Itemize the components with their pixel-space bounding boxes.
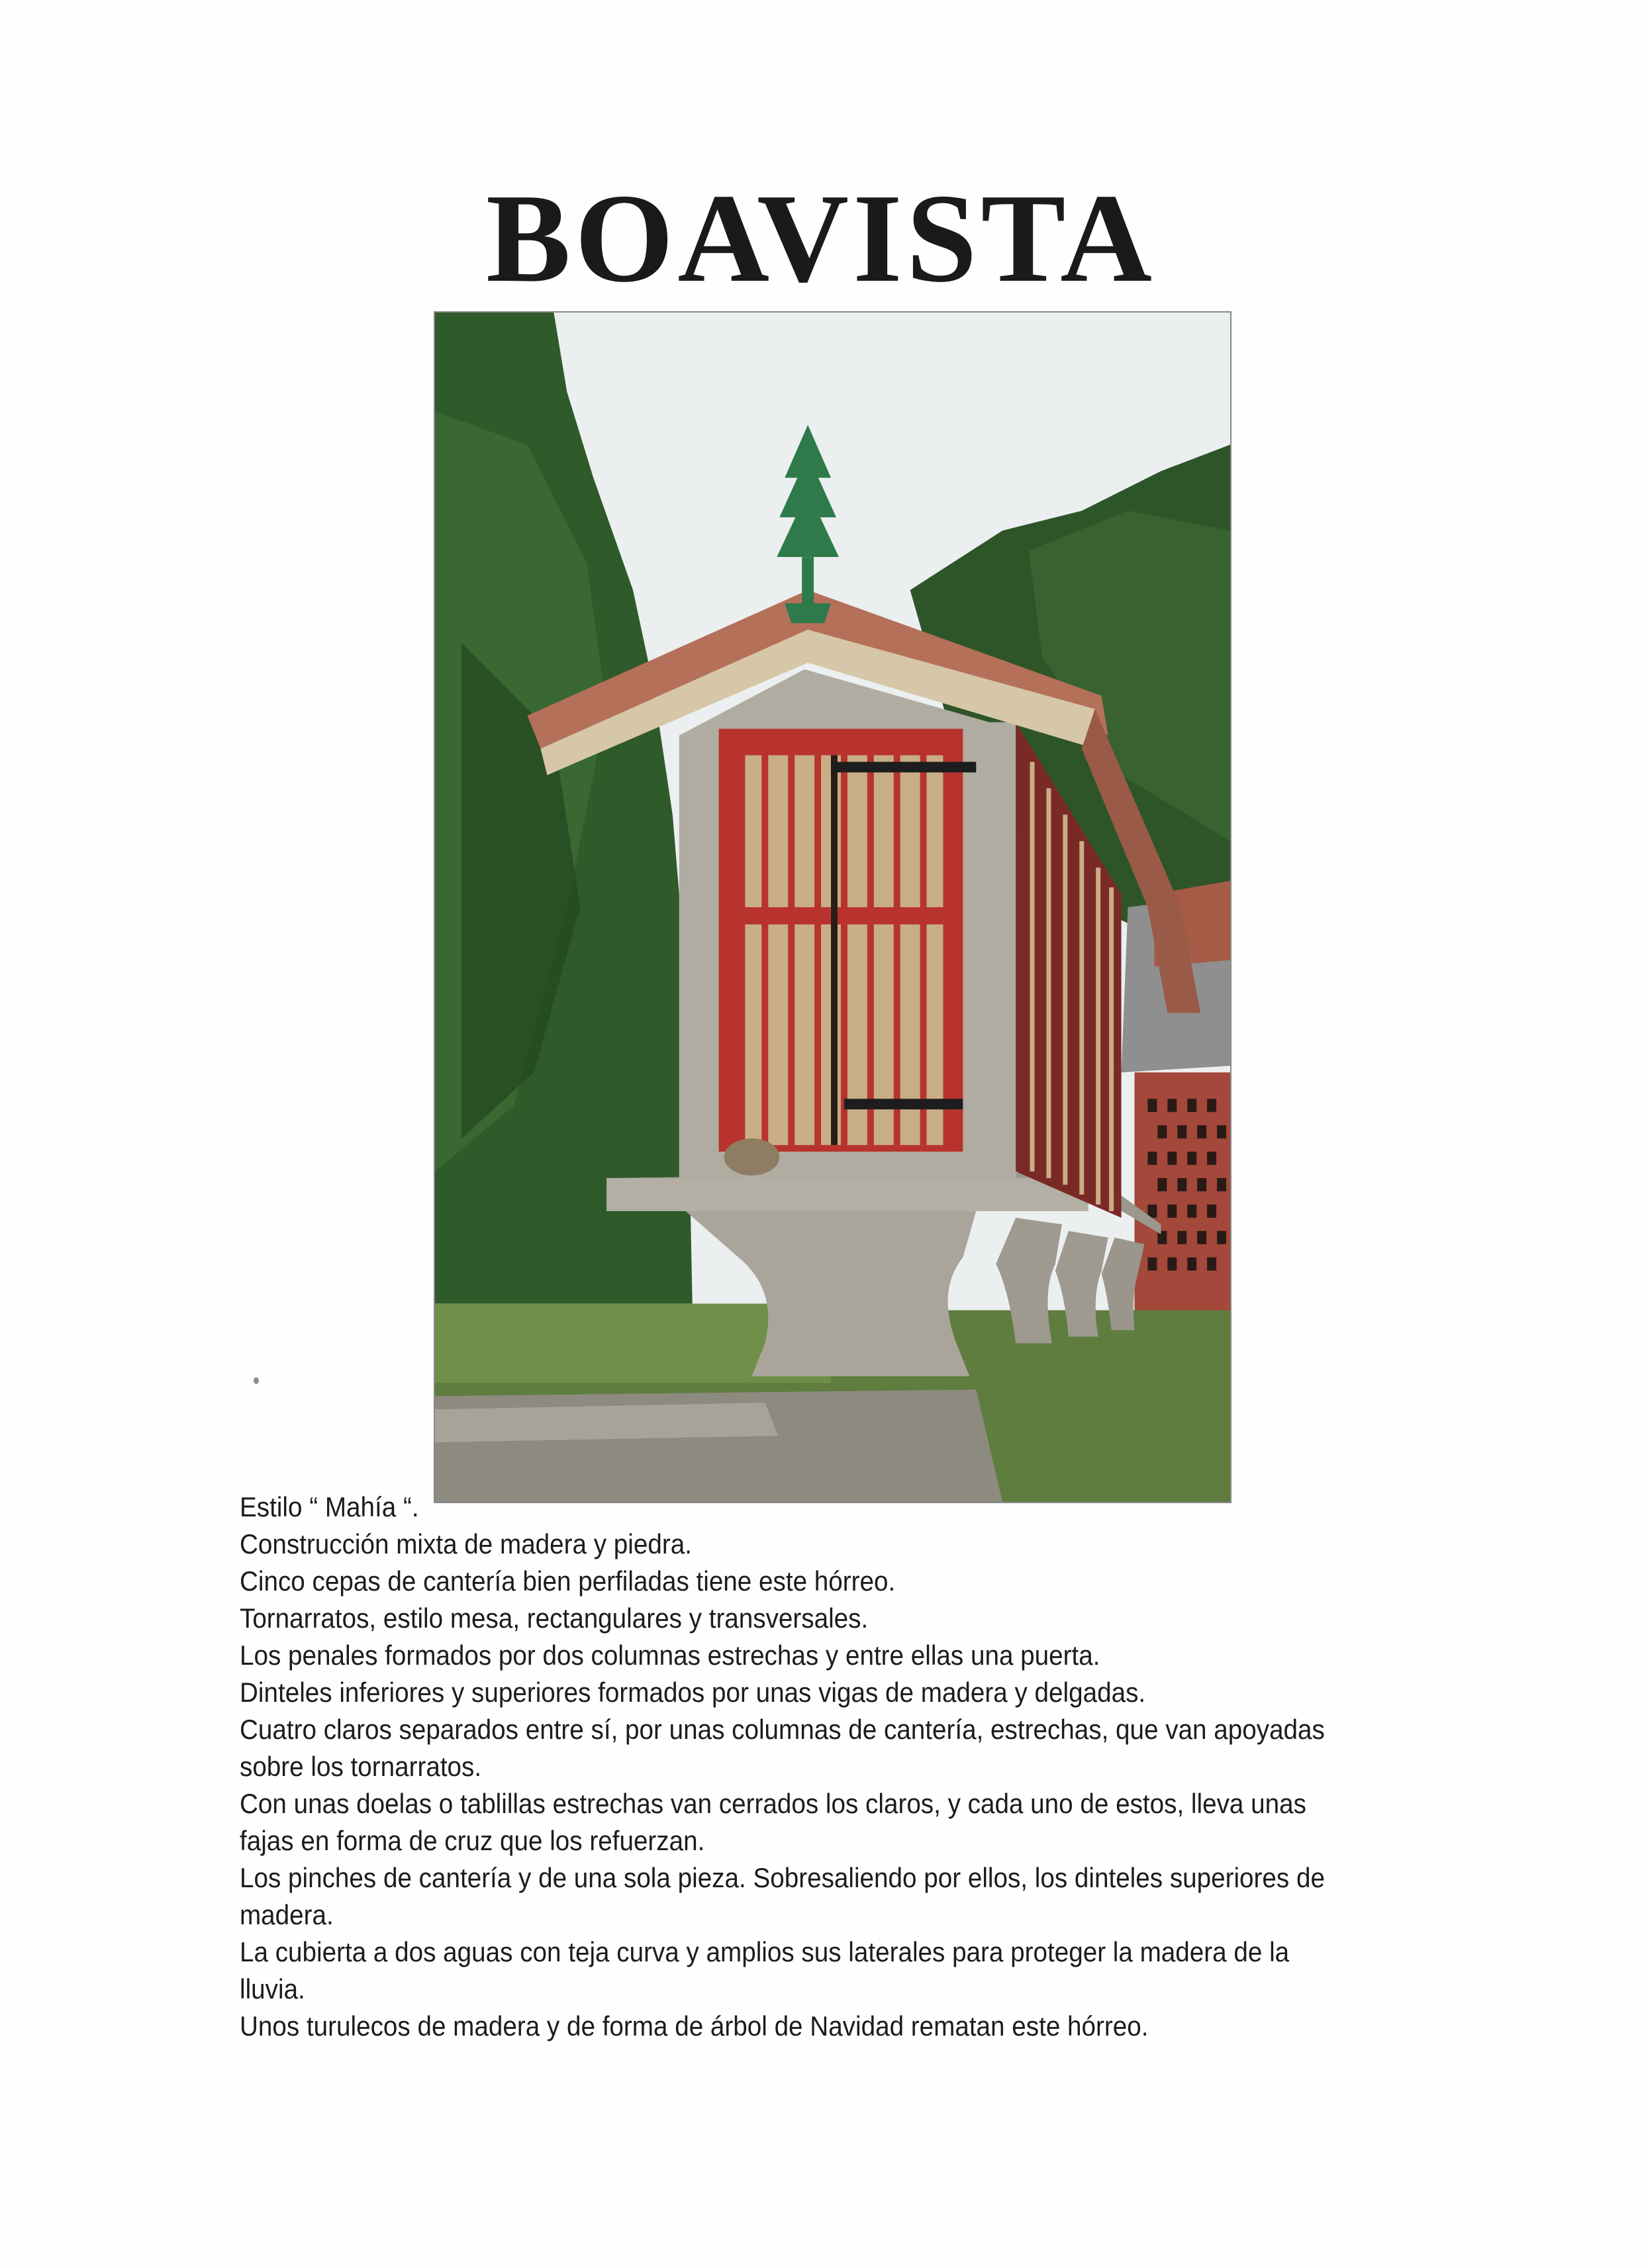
description-line: Estilo “ Mahía “. <box>240 1491 419 1522</box>
scan-speck <box>254 1377 259 1384</box>
description-line: Dinteles inferiores y superiores formados por unas vigas de madera y delgadas. <box>240 1677 1146 1708</box>
description-line: Unos turulecos de madera y de forma de árbol de Navidad rematan este hórreo. <box>240 2010 1149 2042</box>
description-line: Cinco cepas de cantería bien perfiladas tiene este hórreo. <box>240 1565 896 1597</box>
description-line: La cubierta a dos aguas con teja curva y amplios sus laterales para proteger la madera de la lluvia. <box>240 1936 1290 2004</box>
description-line: Cuatro claros separados entre sí, por unas columnas de cantería, estrechas, que van apoyadas sobre los tornarratos. <box>240 1714 1325 1782</box>
horreo-illustration <box>435 313 1230 1502</box>
horreo-photo <box>434 311 1232 1503</box>
description-line: Tornarratos, estilo mesa, rectangulares y transversales. <box>240 1602 869 1634</box>
description-line: Construcción mixta de madera y piedra. <box>240 1528 692 1559</box>
page-title: BOAVISTA <box>486 168 1156 309</box>
description-line: Los pinches de cantería y de una sola pieza. Sobresaliendo por ellos, los dinteles superiores de madera. <box>240 1862 1325 1930</box>
description-text <box>240 1489 1336 2045</box>
description-line: Los penales formados por dos columnas estrechas y entre ellas una puerta. <box>240 1640 1100 1671</box>
description-line: Con unas doelas o tablillas estrechas van cerrados los claros, y cada uno de estos, lleva unas fajas en forma de cruz que los refuerzan. <box>240 1788 1306 1856</box>
